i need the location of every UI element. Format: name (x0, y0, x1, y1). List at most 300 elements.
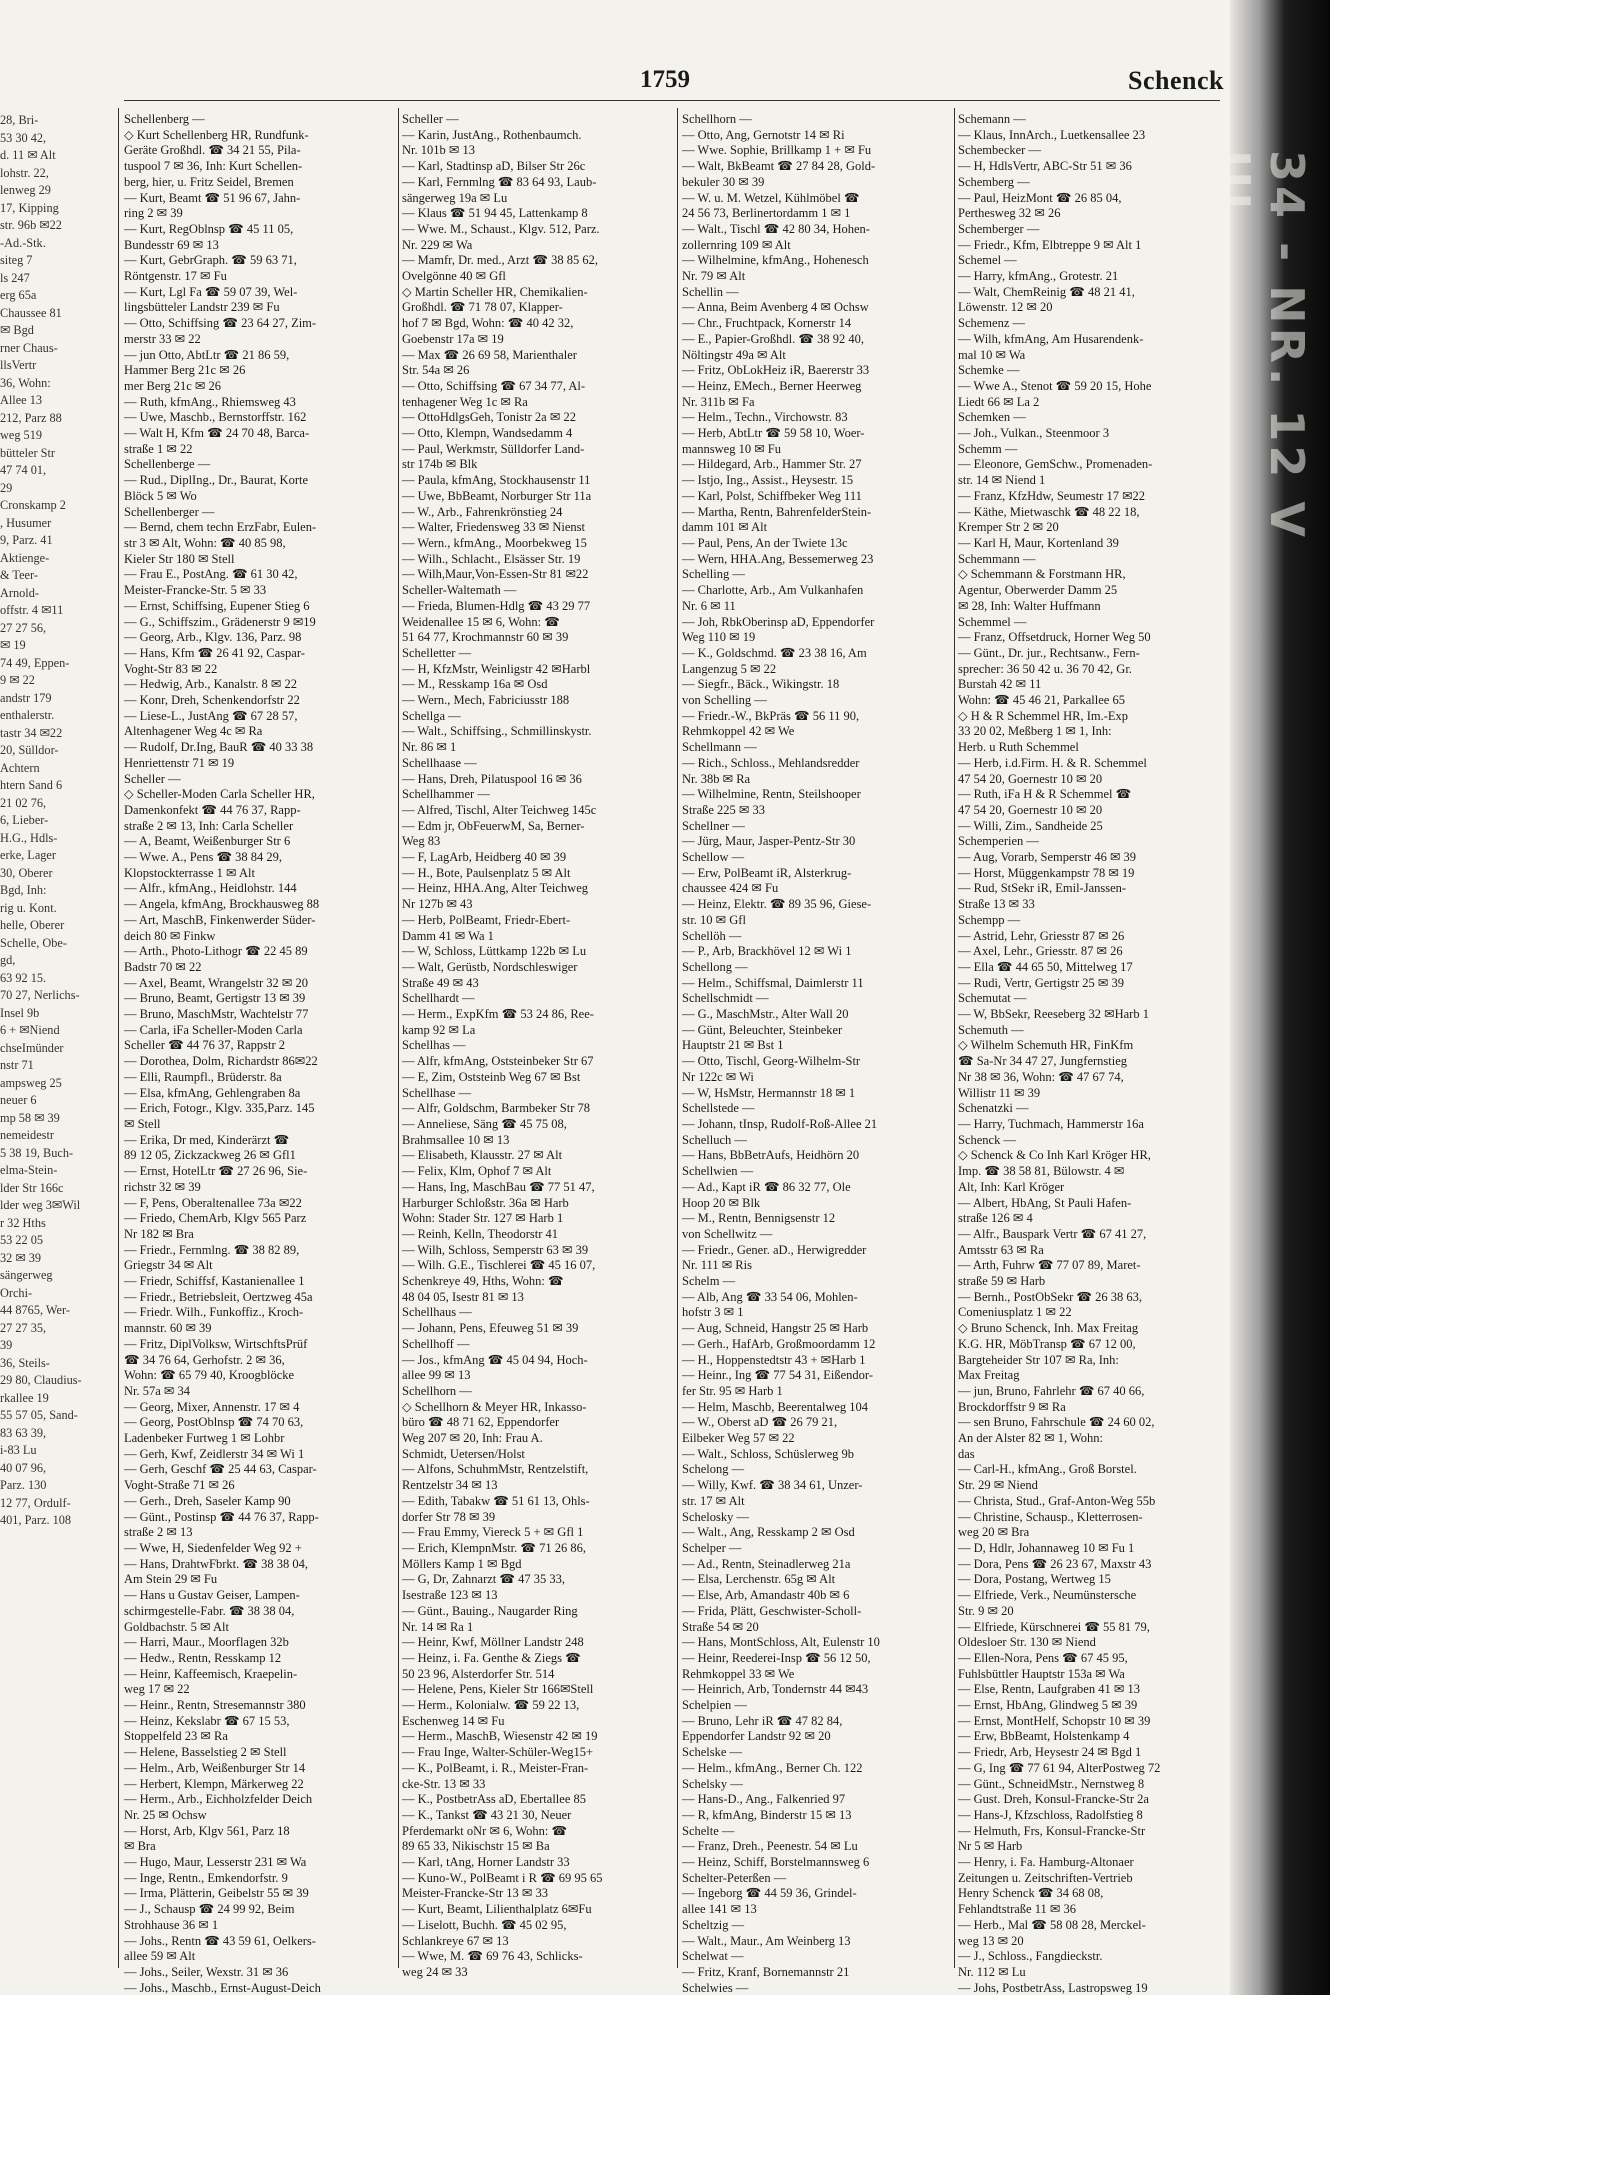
directory-entry-line: — Frau Inge, Walter-Schüler-Weg15+ (402, 1745, 594, 1760)
surname-heading: Schemutat — (958, 991, 1027, 1006)
directory-entry-line: — Anneliese, Säng ☎ 45 75 08, (402, 1117, 567, 1131)
directory-entry-line: Ovelgönne 40 ✉ Gfl (402, 269, 506, 284)
directory-entry-line: — Hans-D., Ang., Falkenried 97 (682, 1792, 846, 1807)
directory-entry-line: ◇ Kurt Schellenberg HR, Rundfunk- (124, 127, 309, 142)
directory-column (958, 112, 1226, 1995)
directory-entry-line: Agentur, Oberwerder Damm 25 (958, 583, 1118, 598)
directory-entry-line: — Kurt, Beamt ☎ 51 96 67, Jahn- (124, 190, 301, 205)
directory-entry-line: — Hans, BbBetrAufs, Heidhörn 20 (682, 1148, 860, 1163)
directory-entry-line: — Wwe. A., Pens ☎ 38 84 29, (124, 850, 283, 865)
directory-entry-line: — Friedo, ChemArb, Klgv 565 Parz (124, 1211, 307, 1226)
surname-heading: Schellhoff — (402, 1336, 470, 1351)
directory-entry-line: — W, HsMstr, Hermannstr 18 ✉ 1 (682, 1085, 856, 1100)
directory-entry-line: — Friedr.-W., BkPräs ☎ 56 11 90, (682, 708, 860, 723)
surname-heading: Schembecker — (958, 143, 1041, 158)
directory-entry-line: — jun Otto, AbtLtr ☎ 21 86 59, (124, 347, 290, 362)
directory-entry-line: — Georg, Mixer, Annenstr. 17 ✉ 4 (124, 1399, 300, 1414)
directory-entry-line: — Friedr, Schiffsf, Kastanienallee 1 (124, 1274, 305, 1289)
directory-entry-line: htern Sand 6 (0, 778, 63, 792)
directory-entry-line: — Frida, Plätt, Geschwister-Scholl- (682, 1603, 862, 1618)
running-head: Schenck (1128, 66, 1224, 95)
directory-entry-line: 55 57 05, Sand- (0, 1408, 78, 1422)
directory-entry-line: — K., Tankst ☎ 43 21 30, Neuer (402, 1807, 572, 1822)
directory-entry-line: — Karl, Polst, Schiffbeker Weg 111 (682, 488, 862, 503)
surname-heading: Schellhase — (402, 1085, 472, 1100)
directory-entry-line: — Konr, Dreh, Schenkendorfstr 22 (124, 693, 300, 708)
directory-entry-line: 33 20 02, Meßberg 1 ✉ 1, Inh: (958, 724, 1112, 739)
directory-entry-line: — Heinz, Schiff, Borstelmannsweg 6 (682, 1855, 870, 1870)
surname-heading: Schelske — (682, 1745, 743, 1760)
directory-entry-line: — Max ☎ 26 69 58, Marienthaler (402, 347, 577, 362)
directory-entry-line: — Walt, ChemReinig ☎ 48 21 41, (958, 284, 1135, 299)
directory-entry-line: Nr 5 ✉ Harb (958, 1839, 1023, 1854)
directory-entry-line: Straße 13 ✉ 33 (958, 897, 1035, 912)
directory-entry-line: — Dora, Postang, Wertweg 15 (958, 1572, 1111, 1587)
directory-entry-line: — Günt, Beleuchter, Steinbeker (682, 1022, 843, 1037)
directory-entry-line: nemeidestr (0, 1128, 54, 1142)
directory-entry-line: ✉ 19 (0, 638, 26, 652)
surname-heading: Schelpien — (682, 1698, 747, 1713)
directory-entry-line: Hauptstr 21 ✉ Bst 1 (682, 1038, 784, 1053)
directory-entry-line: — Karin, JustAng., Rothenbaumch. (402, 127, 582, 142)
directory-entry-line: rner Chaus- (0, 340, 58, 355)
directory-entry-line: — Wilhelmine, kfmAng., Hohenesch (682, 253, 869, 268)
directory-entry-line: Nr. 79 ✉ Alt (682, 269, 746, 284)
directory-entry-line: — Johs., Seiler, Wexstr. 31 ✉ 36 (124, 1964, 289, 1979)
surname-heading: Schellhammer — (402, 787, 490, 802)
directory-entry-line: 21 02 76, (0, 795, 47, 810)
surname-heading: Schellwien — (682, 1164, 754, 1179)
directory-entry-line: — Günt., Postinsp ☎ 44 76 37, Rapp- (124, 1509, 319, 1524)
directory-entry-line: Zeitungen u. Zeitschriften-Vertrieb (958, 1870, 1133, 1885)
directory-entry-line: straße 2 ✉ 13, Inh: Carla Scheller (124, 818, 294, 833)
directory-entry-line: 5 38 19, Buch- (0, 1145, 74, 1160)
directory-entry-line: str. 17 ✉ Alt (682, 1493, 745, 1508)
directory-entry-line: Burstah 42 ✉ 11 (958, 677, 1042, 692)
directory-entry-line: 30, Oberer (0, 865, 53, 880)
directory-entry-line: Wohn: ☎ 45 46 21, Parkallee 65 (958, 693, 1125, 708)
directory-entry-line: — OttoHdlgsGeh, Tonistr 2a ✉ 22 (402, 410, 576, 425)
directory-entry-line: 40 07 96, (0, 1460, 47, 1475)
directory-entry-line: — Walt., Schloss, Schüslerweg 9b (682, 1446, 855, 1461)
directory-entry-line: tenhagener Weg 1c ✉ Ra (402, 394, 528, 409)
directory-entry-line: 6 + ✉Niend (0, 1023, 60, 1037)
directory-entry-line: — Alfr, kfmAng, Oststeinbeker Str 67 (402, 1054, 594, 1069)
directory-entry-line: — Wwe. Sophie, Brillkamp 1 + ✉ Fu (682, 143, 872, 158)
directory-entry-line: Cronskamp 2 (0, 498, 66, 512)
header-rule (124, 100, 1220, 101)
directory-entry-line: Voght-Straße 71 ✉ 26 (124, 1478, 235, 1493)
directory-entry-line: — Gerh, Geschf ☎ 25 44 63, Caspar- (124, 1462, 317, 1477)
surname-heading: Schellow — (682, 850, 745, 865)
directory-entry-line: — H, KfzMstr, Weinligstr 42 ✉Harbl (402, 661, 591, 676)
directory-entry-line: — Klaus, InnArch., Luetkensallee 23 (958, 127, 1146, 142)
directory-entry-line: 17, Kipping (0, 200, 59, 215)
directory-entry-line: deich 80 ✉ Finkw (124, 928, 216, 943)
directory-entry-line: — W, Schloss, Lüttkamp 122b ✉ Lu (402, 944, 587, 959)
surname-heading: Schellhaus — (402, 1305, 472, 1320)
directory-entry-line: — Wwe. M., Schaust., Klgv. 512, Parz. (402, 221, 600, 236)
directory-entry-line: — D, Hdlr, Johannaweg 10 ✉ Fu 1 (958, 1540, 1135, 1555)
directory-entry-line: — Alfr., kfmAng., Heidlohstr. 144 (124, 881, 297, 896)
directory-entry-line: Wohn: Stader Str. 127 ✉ Harb 1 (402, 1211, 564, 1226)
directory-entry-line: — Astrid, Lehr, Griesstr 87 ✉ 26 (958, 928, 1125, 943)
directory-entry-line: — H., Hoppenstedtstr 43 + ✉Harb 1 (682, 1352, 866, 1367)
directory-entry-line: Rehmkoppel 42 ✉ We (682, 724, 795, 739)
directory-entry-line: — Herbert, Klempn, Märkerweg 22 (124, 1776, 304, 1791)
surname-heading: von Schellwitz — (682, 1226, 773, 1241)
directory-entry-line: — Otto, Ang, Gernotstr 14 ✉ Ri (682, 127, 845, 142)
directory-entry-line: 39 (0, 1338, 13, 1352)
directory-entry-line: — Uwe, BbBeamt, Norburger Str 11a (402, 488, 592, 503)
directory-entry-line: neuer 6 (0, 1093, 37, 1107)
directory-entry-line: dorfer Str 78 ✉ 39 (402, 1509, 496, 1524)
directory-entry-line: — F, Pens, Oberaltenallee 73a ✉22 (124, 1195, 302, 1210)
directory-entry-line: — Kuno-W., PolBeamt i R ☎ 69 95 65 (402, 1870, 603, 1885)
directory-entry-line: — Alfred, Tischl, Alter Teichweg 145c (402, 802, 597, 817)
directory-entry-line: Nr. 25 ✉ Ochsw (124, 1807, 207, 1822)
directory-entry-line: allee 99 ✉ 13 (402, 1368, 471, 1383)
directory-entry-line: — Wilh., Schlacht., Elsässer Str. 19 (402, 551, 581, 566)
directory-entry-line: str. 14 ✉ Niend 1 (958, 473, 1046, 488)
directory-entry-line: — Karl, Stadtinsp aD, Bilser Str 26c (402, 159, 586, 174)
surname-heading: Scheltzig — (682, 1917, 745, 1932)
surname-heading: Schellhardt — (402, 991, 475, 1006)
directory-entry-line: — Hans, Ing, MaschBau ☎ 77 51 47, (402, 1179, 595, 1194)
surname-heading: Schellstede — (682, 1101, 755, 1116)
directory-entry-line: allee 141 ✉ 13 (682, 1902, 757, 1917)
directory-entry-line: — Friedr., Gener. aD., Herwigredder (682, 1242, 867, 1257)
directory-entry-line: 47 54 20, Goernestr 10 ✉ 20 (958, 771, 1103, 786)
directory-entry-line: Herb. u Ruth Schemmel (958, 740, 1079, 755)
directory-entry-line: 212, Parz 88 (0, 410, 62, 425)
directory-entry-line: — Erw, BbBeamt, Holstenkamp 4 (958, 1729, 1130, 1744)
page-number: 1759 (640, 66, 690, 93)
surname-heading: Schellhaase — (402, 755, 477, 770)
directory-entry-line: — Walt., Maur., Am Weinberg 13 (682, 1933, 851, 1948)
directory-entry-line: — Wern, HHA.Ang, Bessemerweg 23 (682, 551, 874, 566)
directory-entry-line: siteg 7 (0, 253, 33, 267)
directory-entry-line: — Christine, Schausp., Kletterrosen- (958, 1509, 1143, 1524)
directory-entry-line: — Angela, kfmAng, Brockhausweg 88 (124, 897, 320, 912)
directory-entry-line: — Ernst, HotelLtr ☎ 27 26 96, Sie- (124, 1164, 308, 1179)
directory-entry-line: — H., Bote, Paulsenplatz 5 ✉ Alt (402, 865, 571, 880)
directory-entry-line: Langenzug 5 ✉ 22 (682, 661, 777, 676)
directory-entry-line: Nr. 229 ✉ Wa (402, 237, 473, 252)
directory-entry-line: Geräte Großhdl. ☎ 34 21 55, Pila- (124, 143, 301, 158)
directory-entry-line: gd, (0, 953, 16, 967)
directory-entry-line: — Ingeborg ☎ 44 59 36, Grindel- (682, 1886, 857, 1901)
directory-entry-line: 74 49, Eppen- (0, 655, 70, 670)
directory-entry-line: — Elsa, kfmAng, Gehlengraben 8a (124, 1085, 301, 1100)
directory-entry-line: — Aug, Vorarb, Semperstr 46 ✉ 39 (958, 850, 1137, 865)
surname-heading: Schellöh — (682, 928, 742, 943)
directory-entry-line: — G., Schiffszim., Grädenerstr 9 ✉19 (124, 614, 316, 629)
directory-entry-line: — W, BbSekr, Reeseberg 32 ✉Harb 1 (958, 1007, 1149, 1022)
directory-entry-line: — Wern., Mech, Fabriciusstr 188 (402, 693, 570, 708)
directory-entry-line: — Heinr, Kaffeemisch, Kraepelin- (124, 1666, 298, 1681)
directory-entry-line: Insel 9b (0, 1005, 40, 1020)
directory-entry-line: — Edith, Tabakw ☎ 51 61 13, Ohls- (402, 1493, 590, 1508)
directory-entry-line: — Rich., Schloss., Mehlandsredder (682, 755, 860, 770)
surname-heading: Schellhorn — (402, 1383, 472, 1398)
directory-entry-line: Schelle, Obe- (0, 935, 67, 950)
directory-entry-line: Eschenweg 14 ✉ Fu (402, 1713, 505, 1728)
directory-entry-line: — Ernst, Schiffsing, Eupener Stieg 6 (124, 598, 310, 613)
directory-entry-line: — Rud., DiplIng., Dr., Baurat, Korte (124, 473, 309, 488)
directory-entry-line: rig u. Kont. (0, 900, 57, 915)
directory-entry-line: 27 27 56, (0, 620, 47, 635)
directory-entry-line: Parz. 130 (0, 1478, 47, 1492)
directory-entry-line: — Günt., SchneidMstr., Nernstweg 8 (958, 1776, 1145, 1791)
directory-entry-line: 36, Steils- (0, 1355, 50, 1370)
surname-heading: Schelong — (682, 1462, 745, 1477)
directory-entry-line: — Friedr, Arb, Heysestr 24 ✉ Bgd 1 (958, 1745, 1142, 1760)
directory-entry-line: ring 2 ✉ 39 (124, 206, 183, 221)
directory-entry-line: — Harry, kfmAng., Grotestr. 21 (958, 269, 1119, 284)
directory-entry-line: — Paul, HeizMont ☎ 26 85 04, (958, 190, 1122, 205)
directory-entry-line: — Günt., Bauing., Naugarder Ring (402, 1603, 578, 1618)
directory-entry-line: Oldesloer Str. 130 ✉ Niend (958, 1635, 1096, 1650)
directory-entry-line: 24 56 73, Berlinertordamm 1 ✉ 1 (682, 206, 851, 221)
directory-entry-line: — Harry, Tuchmach, Hammerstr 16a (958, 1117, 1144, 1131)
directory-entry-line: 27 27 35, (0, 1320, 47, 1335)
directory-entry-line: — Herm., Kolonialw. ☎ 59 22 13, (402, 1698, 580, 1713)
directory-entry-line: 47 54 20, Goernestr 10 ✉ 20 (958, 802, 1103, 817)
directory-entry-line: — Herm., MaschB, Wiesenstr 42 ✉ 19 (402, 1729, 598, 1744)
directory-entry-line: Henriettenstr 71 ✉ 19 (124, 755, 235, 770)
directory-entry-line: — Bernd, chem techn ErzFabr, Eulen- (124, 520, 317, 535)
directory-entry-line: Imp. ☎ 38 58 81, Bülowstr. 4 ✉ (958, 1164, 1125, 1179)
directory-entry-line: Meister-Francke-Str 13 ✉ 33 (402, 1886, 548, 1901)
directory-entry-line: berg, hier, u. Fritz Seidel, Bremen (124, 174, 294, 189)
directory-entry-line: ampsweg 25 (0, 1075, 62, 1090)
directory-entry-line: Hammer Berg 21c ✉ 26 (124, 363, 246, 378)
directory-entry-line: — A, Beamt, Weißenburger Str 6 (124, 834, 291, 849)
directory-entry-line: ◇ Scheller-Moden Carla Scheller HR, (124, 787, 315, 802)
directory-entry-line: sprecher: 36 50 42 u. 36 70 42, Gr. (958, 661, 1132, 676)
directory-entry-line: — Martha, Rentn, BahrenfelderStein- (682, 504, 872, 519)
directory-entry-line: mal 10 ✉ Wa (958, 347, 1026, 362)
directory-entry-line: — Helm, Maschb, Beerentalweg 104 (682, 1399, 869, 1414)
directory-entry-line: — K., Goldschmd. ☎ 23 38 16, Am (682, 645, 867, 660)
directory-entry-line: lingsbütteler Landstr 239 ✉ Fu (124, 300, 280, 315)
directory-entry-line: Orchi- (0, 1285, 33, 1300)
directory-entry-line: Allee 13 (0, 393, 43, 407)
directory-entry-line: Kieler Str 180 ✉ Stell (124, 551, 235, 566)
directory-entry-line: ◇ Martin Scheller HR, Chemikalien- (402, 284, 588, 299)
directory-entry-line: — Heinr, Reederei-Insp ☎ 56 12 50, (682, 1650, 871, 1665)
directory-entry-line: büro ☎ 48 71 62, Eppendorfer (402, 1415, 560, 1430)
directory-entry-line: — Johann, tInsp, Rudolf-Roß-Allee 21 (682, 1117, 878, 1131)
directory-entry-line: andstr 179 (0, 690, 52, 705)
directory-entry-line: — Gerh, Kwf, Zeidlerstr 34 ✉ Wi 1 (124, 1446, 305, 1461)
directory-entry-line: — Friedr., Fernmlng. ☎ 38 82 89, (124, 1242, 300, 1257)
directory-entry-line: Kremper Str 2 ✉ 20 (958, 520, 1059, 535)
directory-entry-line: — Liese-L., JustAng ☎ 67 28 57, (124, 708, 298, 723)
directory-entry-line: -Ad.-Stk. (0, 235, 46, 250)
directory-entry-line: lenweg 29 (0, 183, 51, 197)
directory-entry-line: — Hans, DrahtwFbrkt. ☎ 38 38 04, (124, 1556, 308, 1571)
directory-entry-line: — Horst, Arb, Klgv 561, Parz 18 (124, 1823, 290, 1838)
directory-entry-line: — Liselott, Buchh. ☎ 45 02 95, (402, 1917, 567, 1932)
directory-entry-line: — Hans, Dreh, Pilatuspool 16 ✉ 36 (402, 771, 582, 786)
directory-entry-line: — Arth, Fuhrw ☎ 77 07 89, Maret- (958, 1258, 1141, 1273)
directory-entry-line: — Harri, Maur., Moorflagen 32b (124, 1635, 289, 1650)
directory-entry-line: Rentzelstr 34 ✉ 13 (402, 1478, 498, 1493)
directory-entry-line: — Edm jr, ObFeuerwM, Sa, Berner- (402, 818, 585, 833)
directory-entry-line: ◇ Schemmann & Forstmann HR, (958, 567, 1126, 582)
directory-entry-line: allee 59 ✉ Alt (124, 1949, 196, 1964)
directory-entry-line: tastr 34 ✉22 (0, 725, 63, 740)
directory-entry-line: — Christa, Stud., Graf-Anton-Weg 55b (958, 1493, 1156, 1508)
directory-entry-line: — Kurt, Beamt, Lilienthalplatz 6✉Fu (402, 1902, 592, 1917)
surname-heading: Schemke — (958, 363, 1020, 378)
directory-entry-line: — Herm., Arb., Eichholzfelder Deich (124, 1792, 313, 1807)
directory-entry-line: Nr. 86 ✉ 1 (402, 740, 457, 755)
directory-entry-line: Badstr 70 ✉ 22 (124, 959, 202, 974)
directory-entry-line: — Jürg, Maur, Jasper-Pentz-Str 30 (682, 834, 856, 849)
directory-entry-line: — Fritz, ObLokHeiz iR, Baererstr 33 (682, 363, 870, 378)
directory-entry-line: — Erika, Dr med, Kinderärzt ☎ (124, 1132, 290, 1147)
directory-entry-line: — Aug, Schneid, Hangstr 25 ✉ Harb (682, 1321, 869, 1336)
directory-entry-line: str 3 ✉ Alt, Wohn: ☎ 40 85 98, (124, 535, 286, 550)
directory-entry-line: Griegstr 34 ✉ Alt (124, 1258, 213, 1273)
directory-entry-line: ◇ Bruno Schenck, Inh. Max Freitag (958, 1321, 1139, 1336)
directory-entry-line: — Joh, RbkOberinsp aD, Eppendorfer (682, 614, 875, 629)
directory-entry-line: — Axel, Beamt, Wrangelstr 32 ✉ 20 (124, 975, 309, 990)
directory-entry-line: str. 96b ✉22 (0, 218, 62, 232)
directory-entry-line: Brahmsallee 10 ✉ 13 (402, 1132, 510, 1147)
directory-entry-line: — Herb, PolBeamt, Friedr-Ebert- (402, 912, 571, 927)
directory-entry-line: Eilbeker Weg 57 ✉ 22 (682, 1431, 795, 1446)
directory-entry-line: str 174b ✉ Blk (402, 457, 478, 472)
surname-heading: Scheller — (124, 771, 181, 786)
directory-entry-line: Bundesstr 69 ✉ 13 (124, 237, 219, 252)
directory-entry-line: 32 ✉ 39 (0, 1250, 42, 1265)
directory-entry-line: — Heinz, i. Fa. Genthe & Ziegs ☎ (402, 1650, 581, 1665)
directory-entry-line: cke-Str. 13 ✉ 33 (402, 1776, 486, 1791)
surname-heading: Schellschmidt — (682, 991, 769, 1006)
directory-entry-line: — Elfriede, Verk., Neumünstersche (958, 1588, 1137, 1603)
directory-entry-line: Amtsstr 63 ✉ Ra (958, 1242, 1044, 1257)
directory-entry-line: — G., MaschMstr., Alter Wall 20 (682, 1007, 849, 1022)
directory-entry-line: — R, kfmAng, Binderstr 15 ✉ 13 (682, 1807, 852, 1822)
column-divider (118, 108, 119, 1968)
directory-entry-line: — Karl, Fernmlng ☎ 83 64 93, Laub- (402, 174, 597, 189)
directory-entry-line: — Wilh, kfmAng, Am Husarendenk- (958, 331, 1144, 346)
directory-entry-line: sängerweg (0, 1268, 53, 1282)
directory-entry-line: — Paul, Werkmstr, Sülldorfer Land- (402, 441, 585, 456)
directory-entry-line: Str. 54a ✉ 26 (402, 363, 470, 378)
directory-entry-line: — Alfr, Goldschm, Barmbeker Str 78 (402, 1101, 591, 1116)
directory-entry-line: — Gerh., HafArb, Großmoordamm 12 (682, 1336, 876, 1351)
surname-heading: Schenck — (958, 1132, 1016, 1147)
directory-entry-line: 6, Lieber- (0, 813, 49, 827)
directory-entry-line: ◇ H & R Schemmel HR, Im.-Exp (958, 708, 1129, 723)
directory-entry-line: — Wilh, Schloss, Semperstr 63 ✉ 39 (402, 1242, 589, 1257)
directory-entry-line: — Kurt, GebrGraph. ☎ 59 63 71, (124, 253, 297, 268)
directory-entry-line: — Alb, Ang ☎ 33 54 06, Mohlen- (682, 1289, 858, 1304)
surname-heading: Schelte — (682, 1823, 735, 1838)
directory-entry-line: ◇ Schenck & Co Inh Karl Kröger HR, (958, 1148, 1151, 1163)
directory-entry-line: — H, HdlsVertr, ABC-Str 51 ✉ 36 (958, 159, 1132, 174)
surname-heading: Schelling — (682, 567, 745, 582)
directory-entry-line: — Ruth, kfmAng., Rhiemsweg 43 (124, 394, 296, 409)
directory-entry-line: — Siegfr., Bäck., Wikingstr. 18 (682, 677, 840, 692)
directory-entry-line: 29 (0, 480, 13, 495)
directory-entry-line: 9, Parz. 41 (0, 533, 53, 547)
directory-entry-line: Damenkonfekt ☎ 44 76 37, Rapp- (124, 802, 301, 817)
previous-page-edge-column (0, 112, 82, 1982)
directory-entry-line: — Chr., Fruchtpack, Kornerstr 14 (682, 316, 852, 331)
directory-entry-line: — Georg, PostOblnsp ☎ 74 70 63, (124, 1415, 304, 1430)
directory-entry-line: — Käthe, Mietwaschk ☎ 48 22 18, (958, 504, 1140, 519)
surname-heading: Schempp — (958, 912, 1021, 927)
directory-entry-line: — Herb., Mal ☎ 58 08 28, Merckel- (958, 1917, 1146, 1932)
directory-entry-line: — Else, Arb, Amandastr 40b ✉ 6 (682, 1588, 850, 1603)
directory-entry-line: — Frau Emmy, Viereck 5 + ✉ Gfl 1 (402, 1525, 584, 1540)
directory-entry-line: Am Stein 29 ✉ Fu (124, 1572, 218, 1587)
directory-entry-line: — Hans-J, Kfzschloss, Radolfstieg 8 (958, 1807, 1143, 1822)
directory-entry-line: Straße 49 ✉ 43 (402, 975, 479, 990)
directory-entry-line: merstr 33 ✉ 22 (124, 331, 201, 346)
directory-entry-line: — Horst, Müggenkampstr 78 ✉ 19 (958, 865, 1135, 880)
surname-heading: Scheller-Waltemath — (402, 583, 517, 598)
directory-entry-line: chaussee 424 ✉ Fu (682, 881, 779, 896)
directory-entry-line: — Mamfr, Dr. med., Arzt ☎ 38 85 62, (402, 253, 598, 268)
directory-entry-line: 9 ✉ 22 (0, 673, 35, 687)
directory-entry-line: lder weg 3✉Wil (0, 1198, 81, 1212)
directory-entry-line: erke, Lager (0, 848, 56, 862)
directory-entry-line: Ladenbeker Furtweg 1 ✉ Lohbr (124, 1431, 285, 1446)
column-divider (398, 108, 399, 1968)
directory-entry-line: Strohhause 36 ✉ 1 (124, 1917, 219, 1932)
directory-entry-line: 70 27, Nerlichs- (0, 988, 80, 1002)
directory-entry-line: Bargteheider Str 107 ✉ Ra, Inh: (958, 1352, 1119, 1367)
directory-entry-line: — Ernst, MontHelf, Schopstr 10 ✉ 39 (958, 1713, 1151, 1728)
directory-entry-line: An der Alster 82 ✉ 1, Wohn: (958, 1431, 1103, 1446)
directory-entry-line: weg 20 ✉ Bra (958, 1525, 1030, 1540)
directory-column (124, 112, 396, 1995)
directory-entry-line: — Albert, HbAng, St Pauli Hafen- (958, 1195, 1132, 1210)
directory-entry-line: — Uwe, Maschb., Bernstorffstr. 162 (124, 410, 307, 425)
directory-entry-line: 51 64 77, Krochmannstr 60 ✉ 39 (402, 630, 569, 645)
directory-entry-line: das (958, 1446, 975, 1461)
surname-heading: Schemken — (958, 410, 1026, 425)
directory-entry-line: — Rudolf, Dr.Ing, BauR ☎ 40 33 38 (124, 740, 314, 755)
directory-entry-line: — Erich, KlempnMstr. ☎ 71 26 86, (402, 1540, 586, 1555)
directory-entry-line: Nr 127b ✉ 43 (402, 897, 473, 912)
directory-entry-line: ✉ Bra (124, 1839, 156, 1854)
directory-entry-line: — Friedr. Wilh., Funkoffiz., Kroch- (124, 1305, 304, 1320)
directory-entry-line: Goldbachstr. 5 ✉ Alt (124, 1619, 229, 1634)
directory-entry-line: Harburger Schloßstr. 36a ✉ Harb (402, 1195, 569, 1210)
directory-entry-line: — jun, Bruno, Fahrlehr ☎ 67 40 66, (958, 1383, 1145, 1398)
directory-entry-line: 44 8765, Wer- (0, 1303, 70, 1317)
surname-heading: Schemuth — (958, 1022, 1024, 1037)
directory-entry-line: — Hildegard, Arb., Hammer Str. 27 (682, 457, 862, 472)
directory-entry-line: — Elfriede, Kürschnerei ☎ 55 81 79, (958, 1619, 1150, 1634)
directory-entry-line: — Ella ☎ 44 65 50, Mittelweg 17 (958, 959, 1133, 974)
directory-entry-line: Nr. 311b ✉ Fa (682, 394, 755, 409)
surname-heading: Schemberg — (958, 174, 1030, 189)
directory-entry-line: helle, Oberer (0, 918, 65, 932)
directory-entry-line: Blöck 5 ✉ Wo (124, 488, 197, 503)
surname-heading: Schemann — (958, 112, 1026, 126)
directory-entry-line: Altenhagener Weg 4c ✉ Ra (124, 724, 263, 739)
directory-entry-line: — Frieda, Blumen-Hdlg ☎ 43 29 77 (402, 598, 591, 613)
